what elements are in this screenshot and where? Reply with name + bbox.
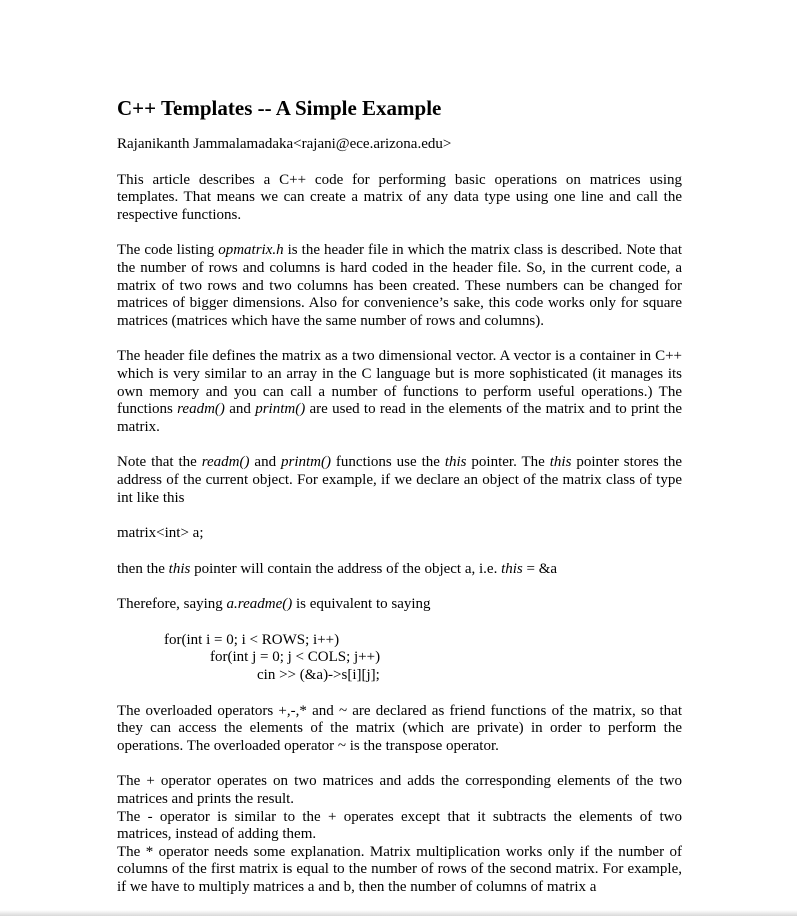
multiply-operator-paragraph: The * operator needs some explanation. Matrix multiplication works only if the number of columns of the first matrix is equal to the number of rows of the second matrix. For example, if we have to multiply matrices a and b, then the number of columns of matrix a	[117, 843, 682, 895]
author-line: Rajanikanth Jammalamadaka<rajani@ece.arizona.edu>	[117, 136, 452, 152]
plus-operator-paragraph: The + operator operates on two matrices and adds the corresponding elements of the two matrices and prints the result.	[117, 773, 682, 808]
document-title: C++ Templates -- A Simple Example	[117, 96, 442, 120]
this-address-paragraph: then the this pointer will contain the address of the object a, i.e. this = &a	[117, 560, 558, 577]
document-page	[117, 95, 682, 897]
page-edge-shadow	[0, 910, 797, 916]
code-line: for(int i = 0; i < ROWS; i++)	[164, 631, 340, 648]
intro-paragraph: This article describes a C++ code for performing basic operations on matrices using templates. That means we can create a matrix of any data type using one line and call the respective functions.	[117, 171, 682, 223]
declaration-line: matrix<int> a;	[117, 525, 204, 542]
filename-opmatrix: opmatrix.h	[218, 242, 284, 259]
header-file-paragraph: The code listing opmatrix.h is the header file in which the matrix class is described. Note that the number of rows and columns is hard coded in the header file. So, in the current code, a matrix of two rows and two columns has been created. These numbers can be changed for matrices of bigger dimensions. Also for convenience’s sake, this code works only for square matrices (matrices which have the same number of rows and columns).	[117, 242, 682, 329]
vector-paragraph: The header file defines the matrix as a two dimensional vector. A vector is a container in C++ which is very similar to an array in the C language but is more sophisticated (it manages its own memory and you can call a number of functions to perform useful operations.) The functions readm() and printm() are used to read in the elements of the matrix and to print the matrix.	[117, 348, 683, 435]
code-block	[117, 632, 682, 685]
minus-operator-paragraph: The - operator is similar to the + operates except that it subtracts the elements of two matrices, instead of adding them.	[117, 808, 682, 843]
code-printm: printm()	[255, 401, 306, 418]
equivalence-paragraph: Therefore, saying a.readme() is equivalent to saying	[117, 596, 431, 613]
this-pointer-paragraph: Note that the readm() and printm() functions use the this pointer. The this pointer stores the address of the current object. For example, if we declare an object of the matrix class of type int like this	[117, 454, 682, 506]
code-call: a.readme()	[226, 596, 293, 613]
code-readm: readm()	[177, 401, 225, 418]
code-line: cin >> (&a)->s[i][j];	[257, 667, 380, 684]
operators-paragraph: The overloaded operators +,-,* and ~ are declared as friend functions of the matrix, so that they can access the elements of the matrix (which are private) in order to perform the operations. The overloaded operator ~ is the transpose operator.	[117, 702, 682, 754]
code-line: for(int j = 0; j < COLS; j++)	[210, 649, 381, 666]
